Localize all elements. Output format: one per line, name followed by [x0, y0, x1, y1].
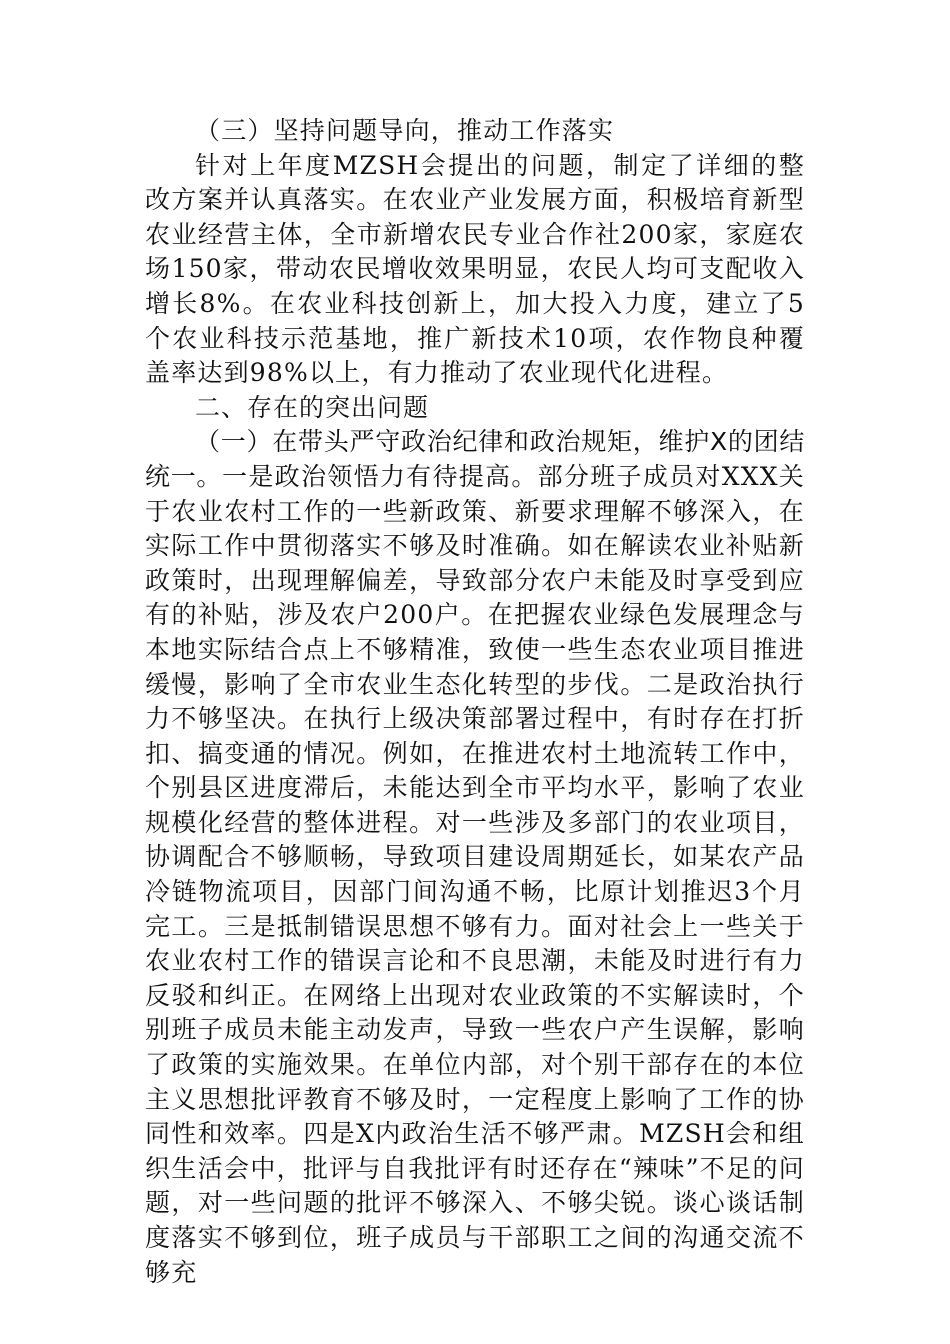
part-2-heading: 二、存在的突出问题 [195, 392, 430, 422]
document-body [145, 114, 805, 1290]
section-3-heading: （三）坚持问题导向，推动工作落实 [195, 116, 615, 145]
section-3-paragraph: 针对上年度MZSH会提出的问题，制定了详细的整改方案并认真落实。在农业产业发展方面，积极培育新型农业经营主体，全市新增农民专业合作社200家，家庭农场150家，带动农民增收效果明显，农民人均可支配收入增长8%。在农业科技创新上，加大投入力度，建立了5个农业科技示范基地，推广新技术10项，农作物良种覆盖率达到98%以上，有力推动了农业现代化进程。 [145, 150, 805, 388]
part-2-sub-1-paragraph [145, 425, 805, 1290]
part-2-sub-1-heading: （一）在带头严守政治纪律和政治规矩，维护X的团结统一。 [145, 427, 805, 491]
part-2-sub-1-body: 一是政治领悟力有待提高。部分班子成员对XXX关于农业农村工作的一些新政策、新要求理解不够深入，在实际工作中贯彻落实不够及时准确。如在解读农业补贴新政策时，出现理解偏差，导致部分农户未能及时享受到应有的补贴，涉及农户200户。在把握农业绿色发展理念与本地实际结合点上不够精准，致使一些生态农业项目推进缓慢，影响了全市农业生态化转型的步伐。二是政治执行力不够坚决。在执行上级决策部署过程中，有时存在打折扣、搞变通的情况。例如，在推进农村土地流转工作中，个别县区进度滞后，未能达到全市平均水平，影响了农业规模化经营的整体进程。对一些涉及多部门的农业项目，协调配合不够顺畅，导致项目建设周期延长，如某农产品冷链物流项目，因部门间沟通不畅，比原计划推迟3个月完工。三是抵制错误思想不够有力。面对社会上一些关于农业农村工作的错误言论和不良思潮，未能及时进行有力反驳和纠正。在网络上出现对农业政策的不实解读时，个别班子成员未能主动发声，导致一些农户产生误解，影响了政策的实施效果。在单位内部，对个别干部存在的本位主义思想批评教育不够及时，一定程度上影响了工作的协同性和效率。四是X内政治生活不够严肃。MZSH会和组织生活会中，批评与自我批评有时还存在“辣味”不足的问题，对一些问题的批评不够深入、不够尖锐。谈心谈话制度落实不够到位，班子成员与干部职工之间的沟通交流不够充 [145, 461, 805, 1287]
